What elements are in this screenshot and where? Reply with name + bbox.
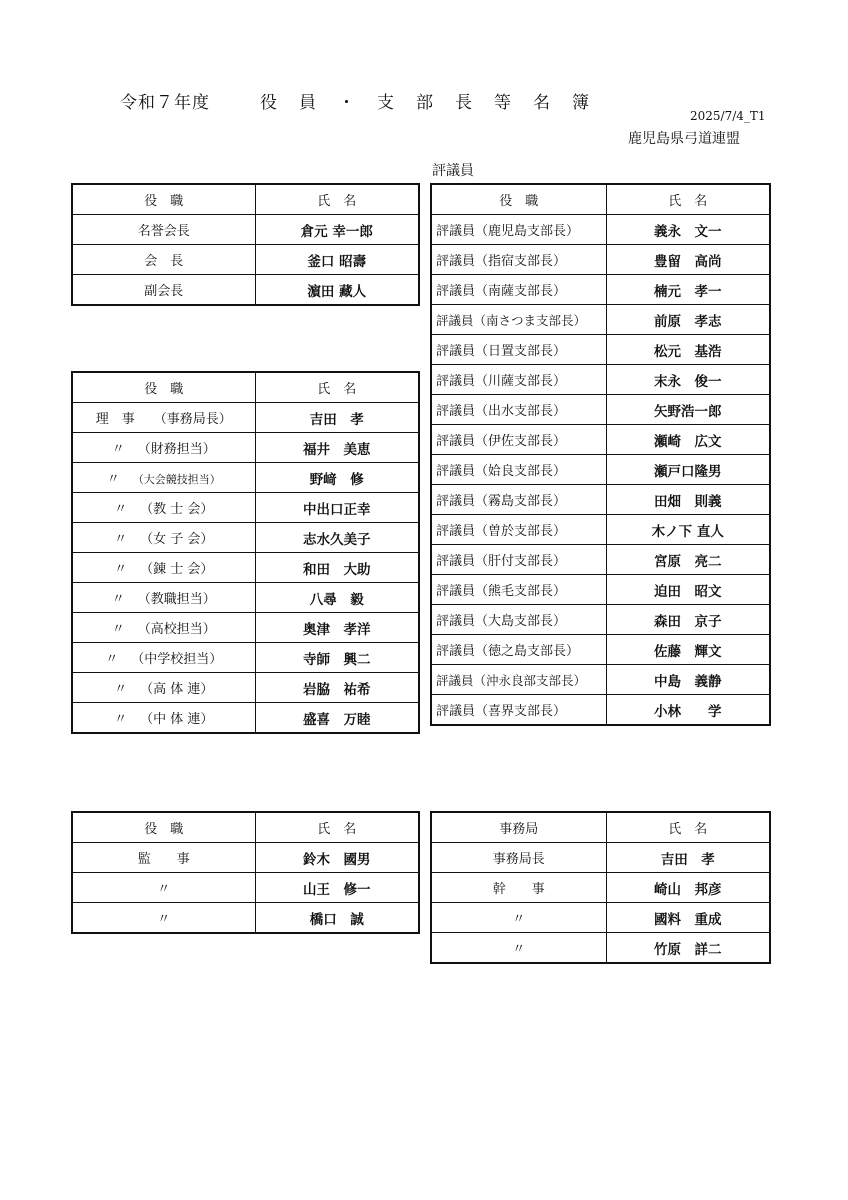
role-cell: 評議員（姶良支部長） bbox=[431, 455, 606, 485]
role-cell bbox=[72, 553, 255, 583]
table-row bbox=[431, 903, 770, 933]
table-row bbox=[72, 873, 419, 903]
role-cell: 評議員（南薩支部長） bbox=[431, 275, 606, 305]
role-cell bbox=[72, 613, 255, 643]
name-cell: 瀬戸口隆男 bbox=[606, 455, 770, 485]
role-cell: 評議員（指宿支部長） bbox=[431, 245, 606, 275]
role-label: 理 事 bbox=[95, 412, 135, 427]
table-header-row bbox=[72, 372, 419, 403]
role-label: 〃 bbox=[114, 562, 128, 577]
role-cell bbox=[72, 523, 255, 553]
table-header-row bbox=[431, 184, 770, 215]
role-header: 役 職 bbox=[72, 184, 255, 215]
role-detail: （大会競技担当） bbox=[132, 473, 221, 486]
role-label: 〃 bbox=[105, 652, 119, 667]
role-label: 〃 bbox=[111, 592, 125, 607]
table-row bbox=[431, 425, 770, 455]
leaders-table bbox=[71, 183, 420, 306]
role-cell: 名誉会長 bbox=[72, 215, 255, 245]
table-row bbox=[72, 245, 419, 275]
name-cell: 中出口正幸 bbox=[255, 493, 419, 523]
name-cell: 小林 学 bbox=[606, 695, 770, 726]
table-row bbox=[431, 275, 770, 305]
role-cell: 評議員（肝付支部長） bbox=[431, 545, 606, 575]
role-label: 〃 bbox=[106, 472, 120, 487]
table-header-row bbox=[72, 812, 419, 843]
name-header: 氏 名 bbox=[255, 184, 419, 215]
role-cell: 事務局長 bbox=[431, 843, 606, 873]
table-row bbox=[72, 403, 419, 433]
name-cell: 前原 孝志 bbox=[606, 305, 770, 335]
role-detail: （高校担当） bbox=[137, 622, 216, 637]
role-detail: （中 体 連） bbox=[140, 712, 214, 727]
table-row bbox=[431, 515, 770, 545]
table-row bbox=[431, 843, 770, 873]
table-row bbox=[72, 583, 419, 613]
role-cell: 監 事 bbox=[72, 843, 255, 873]
name-cell: 岩脇 祐希 bbox=[255, 673, 419, 703]
office-header: 事務局 bbox=[431, 812, 606, 843]
table-row bbox=[72, 523, 419, 553]
role-cell: 評議員（鹿児島支部長） bbox=[431, 215, 606, 245]
table-row bbox=[72, 613, 419, 643]
table-header-row bbox=[431, 812, 770, 843]
name-cell: 楠元 孝一 bbox=[606, 275, 770, 305]
role-detail: （教 士 会） bbox=[140, 502, 214, 517]
organization-name: 鹿児島県弓道連盟 bbox=[628, 131, 740, 147]
table-row bbox=[431, 245, 770, 275]
role-label: 〃 bbox=[114, 712, 128, 727]
role-detail: （財務担当） bbox=[137, 442, 216, 457]
role-cell: 評議員（沖永良部支部長） bbox=[431, 665, 606, 695]
table-row bbox=[72, 493, 419, 523]
table-row bbox=[72, 673, 419, 703]
table-row bbox=[72, 903, 419, 934]
role-label: 〃 bbox=[114, 682, 128, 697]
name-cell: 和田 大助 bbox=[255, 553, 419, 583]
role-cell bbox=[72, 493, 255, 523]
role-cell: 副会長 bbox=[72, 275, 255, 306]
name-cell: 宮原 亮二 bbox=[606, 545, 770, 575]
table-row bbox=[431, 485, 770, 515]
name-cell: 迫田 昭文 bbox=[606, 575, 770, 605]
role-detail: （錬 士 会） bbox=[140, 562, 214, 577]
name-cell: 志水久美子 bbox=[255, 523, 419, 553]
name-cell: 野﨑 修 bbox=[255, 463, 419, 493]
role-cell: 評議員（日置支部長） bbox=[431, 335, 606, 365]
table-row bbox=[431, 695, 770, 726]
role-detail: （事務局長） bbox=[153, 412, 232, 427]
name-cell: 山王 修一 bbox=[255, 873, 419, 903]
table-row bbox=[431, 365, 770, 395]
role-cell: 評議員（徳之島支部長） bbox=[431, 635, 606, 665]
role-label: 〃 bbox=[114, 502, 128, 517]
auditors-table bbox=[71, 811, 420, 934]
name-cell: 奥津 孝洋 bbox=[255, 613, 419, 643]
role-cell: 評議員（川薩支部長） bbox=[431, 365, 606, 395]
name-header: 氏 名 bbox=[255, 372, 419, 403]
table-row bbox=[431, 933, 770, 964]
name-cell: 木ノ下 直人 bbox=[606, 515, 770, 545]
name-cell: 釜口 昭壽 bbox=[255, 245, 419, 275]
role-cell: 評議員（喜界支部長） bbox=[431, 695, 606, 726]
table-row bbox=[431, 635, 770, 665]
table-row bbox=[431, 335, 770, 365]
role-cell bbox=[72, 643, 255, 673]
role-cell: 評議員（曽於支部長） bbox=[431, 515, 606, 545]
name-cell: 盛喜 万睦 bbox=[255, 703, 419, 734]
table-row bbox=[72, 463, 419, 493]
role-header: 役 職 bbox=[72, 812, 255, 843]
councilors-table bbox=[430, 183, 771, 726]
document-date: 2025/7/4_T1 bbox=[690, 109, 766, 123]
role-cell: 評議員（熊毛支部長） bbox=[431, 575, 606, 605]
name-cell: 中島 義静 bbox=[606, 665, 770, 695]
table-row bbox=[72, 433, 419, 463]
role-cell: 会 長 bbox=[72, 245, 255, 275]
name-cell: 福井 美恵 bbox=[255, 433, 419, 463]
secretariat-table bbox=[430, 811, 771, 964]
role-cell bbox=[72, 463, 255, 493]
name-cell: 吉田 孝 bbox=[255, 403, 419, 433]
table-row bbox=[431, 605, 770, 635]
name-cell: 橋口 誠 bbox=[255, 903, 419, 934]
role-header: 役 職 bbox=[72, 372, 255, 403]
role-cell bbox=[72, 583, 255, 613]
name-cell: 八尋 毅 bbox=[255, 583, 419, 613]
role-cell: 評議員（伊佐支部長） bbox=[431, 425, 606, 455]
table-row bbox=[72, 643, 419, 673]
document-title: 役員・支部長等名簿 bbox=[260, 93, 611, 113]
council-section-label: 評議員 bbox=[432, 163, 474, 179]
table-row bbox=[431, 545, 770, 575]
role-cell: 〃 bbox=[431, 933, 606, 964]
table-row bbox=[431, 305, 770, 335]
role-cell bbox=[72, 703, 255, 734]
table-row bbox=[431, 455, 770, 485]
table-header-row bbox=[72, 184, 419, 215]
role-cell: 評議員（霧島支部長） bbox=[431, 485, 606, 515]
fiscal-year: 令和７年度 bbox=[120, 93, 210, 113]
role-cell: 〃 bbox=[72, 873, 255, 903]
name-cell: 竹原 詳二 bbox=[606, 933, 770, 964]
role-cell: 評議員（大島支部長） bbox=[431, 605, 606, 635]
role-detail: （高 体 連） bbox=[140, 682, 214, 697]
name-header: 氏 名 bbox=[606, 184, 770, 215]
name-cell: 濵田 藏人 bbox=[255, 275, 419, 306]
name-cell: 末永 俊一 bbox=[606, 365, 770, 395]
table-row bbox=[72, 843, 419, 873]
directors-table bbox=[71, 371, 420, 734]
table-row bbox=[431, 575, 770, 605]
role-label: 〃 bbox=[111, 442, 125, 457]
role-header: 役 職 bbox=[431, 184, 606, 215]
name-header: 氏 名 bbox=[255, 812, 419, 843]
role-detail: （教職担当） bbox=[137, 592, 216, 607]
name-cell: 矢野浩一郎 bbox=[606, 395, 770, 425]
table-row bbox=[72, 275, 419, 306]
name-cell: 田畑 則義 bbox=[606, 485, 770, 515]
name-cell: 義永 文一 bbox=[606, 215, 770, 245]
table-row bbox=[431, 873, 770, 903]
table-row bbox=[72, 703, 419, 734]
role-cell: 〃 bbox=[431, 903, 606, 933]
role-cell bbox=[72, 433, 255, 463]
name-cell: 松元 基浩 bbox=[606, 335, 770, 365]
role-detail: （女 子 会） bbox=[140, 532, 214, 547]
role-detail: （中学校担当） bbox=[131, 652, 223, 667]
role-label: 〃 bbox=[114, 532, 128, 547]
table-row bbox=[431, 395, 770, 425]
name-cell: 吉田 孝 bbox=[606, 843, 770, 873]
role-cell: 幹 事 bbox=[431, 873, 606, 903]
name-cell: 倉元 幸一郎 bbox=[255, 215, 419, 245]
role-cell: 〃 bbox=[72, 903, 255, 934]
name-cell: 瀬崎 広文 bbox=[606, 425, 770, 455]
role-cell: 評議員（出水支部長） bbox=[431, 395, 606, 425]
table-row bbox=[72, 553, 419, 583]
table-row bbox=[431, 215, 770, 245]
name-cell: 寺師 興二 bbox=[255, 643, 419, 673]
name-header: 氏 名 bbox=[606, 812, 770, 843]
name-cell: 鈴木 國男 bbox=[255, 843, 419, 873]
name-cell: 佐藤 輝文 bbox=[606, 635, 770, 665]
name-cell: 崎山 邦彦 bbox=[606, 873, 770, 903]
role-label: 〃 bbox=[111, 622, 125, 637]
role-cell: 評議員（南さつま支部長） bbox=[431, 305, 606, 335]
role-cell bbox=[72, 673, 255, 703]
role-cell bbox=[72, 403, 255, 433]
table-row bbox=[431, 665, 770, 695]
name-cell: 豊留 高尚 bbox=[606, 245, 770, 275]
name-cell: 國料 重成 bbox=[606, 903, 770, 933]
page-title bbox=[120, 88, 611, 113]
table-row bbox=[72, 215, 419, 245]
name-cell: 森田 京子 bbox=[606, 605, 770, 635]
